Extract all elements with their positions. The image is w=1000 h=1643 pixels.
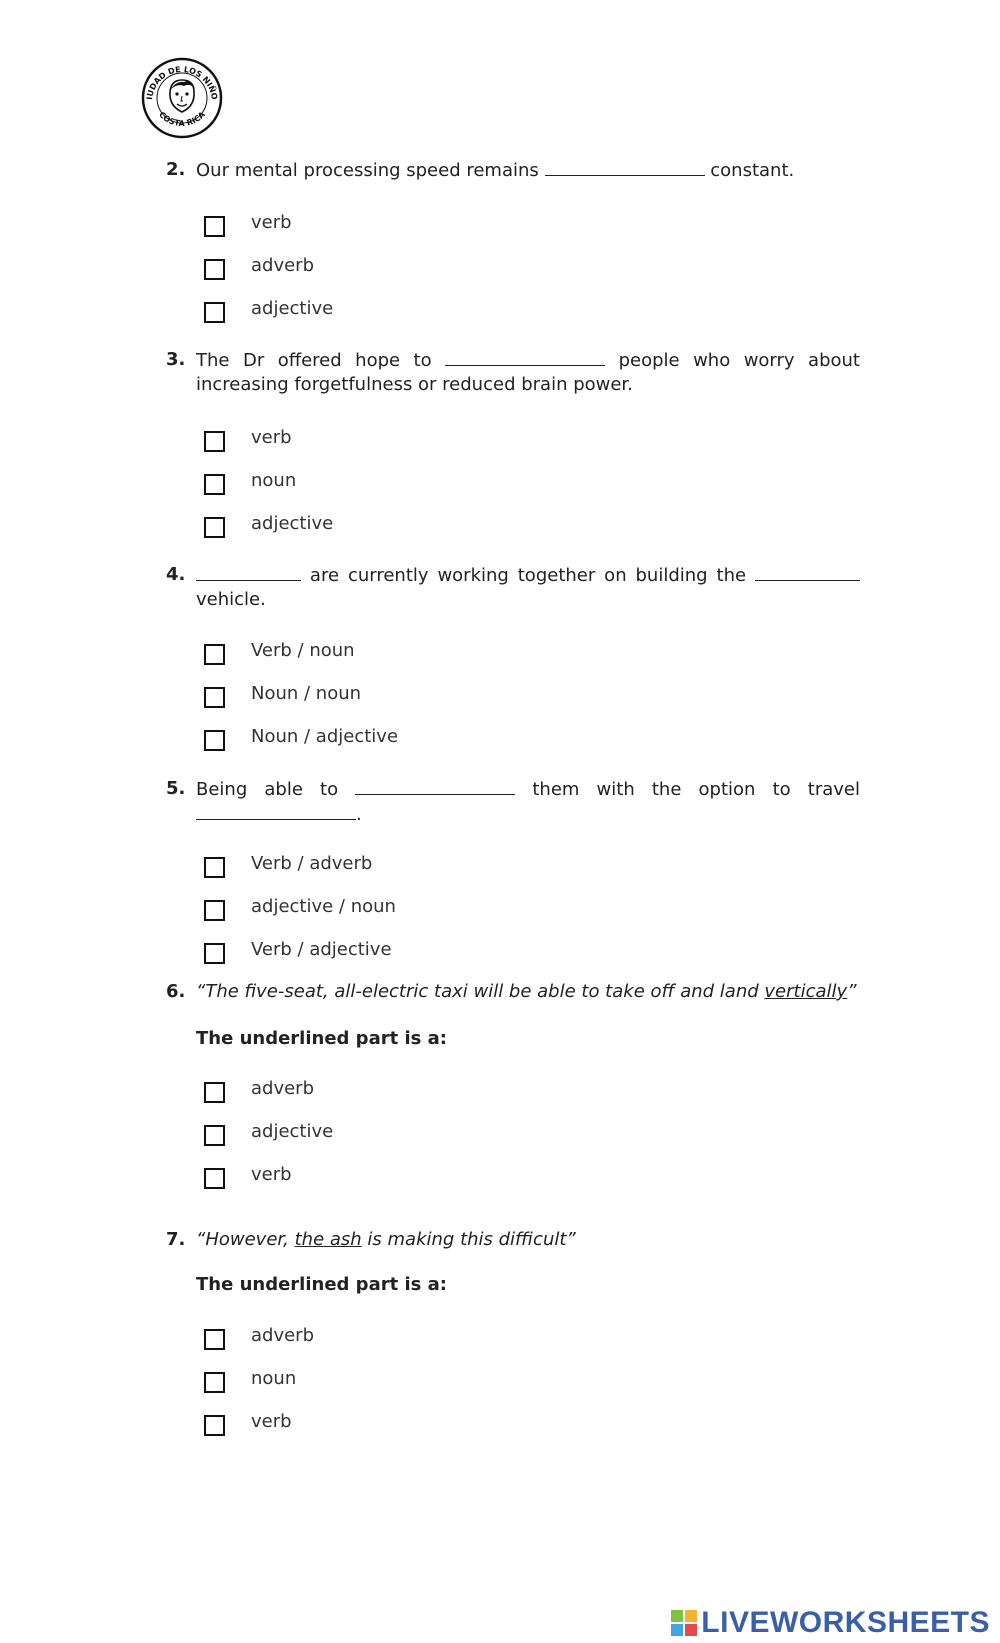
question-text: The Dr offered hope to people who worry about increasing forgetfulness or reduced brain power. — [196, 350, 860, 395]
checkbox[interactable] — [204, 730, 225, 751]
question-number: 6. — [166, 981, 186, 1002]
option-q2-2[interactable]: adverb — [204, 253, 314, 277]
checkbox[interactable] — [204, 517, 225, 538]
checkbox[interactable] — [204, 900, 225, 921]
checkbox[interactable] — [204, 857, 225, 878]
option-q2-3[interactable]: adjective — [204, 296, 333, 320]
question-number: 4. — [166, 564, 186, 585]
option-q7-3[interactable]: verb — [204, 1409, 292, 1433]
option-q6-2[interactable]: adjective — [204, 1119, 333, 1143]
boy-face-seal-icon — [140, 56, 224, 140]
option-q6-1[interactable]: adverb — [204, 1076, 314, 1100]
question-7 — [166, 1228, 860, 1252]
checkbox[interactable] — [204, 943, 225, 964]
school-logo — [140, 56, 224, 140]
checkbox[interactable] — [204, 1372, 225, 1393]
checkbox[interactable] — [204, 259, 225, 280]
liveworksheets-logo-icon — [671, 1610, 697, 1636]
checkbox[interactable] — [204, 1329, 225, 1350]
option-q4-1[interactable]: Verb / noun — [204, 638, 355, 662]
logo-text-top: IUDAD DE LOS NIÑO — [145, 64, 220, 101]
svg-text:CIUDAD DE LOS NIÑOS — [140, 56, 219, 101]
checkbox[interactable] — [204, 1125, 225, 1146]
question-text: Being able to them with the option to travel . — [196, 779, 860, 825]
question-text: Our mental processing speed remains constant. — [196, 160, 795, 181]
option-q4-3[interactable]: Noun / adjective — [204, 724, 398, 748]
checkbox[interactable] — [204, 474, 225, 495]
option-q3-1[interactable]: verb — [204, 425, 292, 449]
option-q6-3[interactable]: verb — [204, 1162, 292, 1186]
option-q5-1[interactable]: Verb / adverb — [204, 851, 372, 875]
question-4 — [166, 563, 860, 612]
answer-blank[interactable] — [355, 777, 515, 795]
question-number: 3. — [166, 349, 186, 370]
question-2 — [166, 158, 860, 183]
checkbox[interactable] — [204, 1168, 225, 1189]
question-number: 7. — [166, 1229, 186, 1250]
answer-blank[interactable] — [196, 802, 356, 820]
answer-blank[interactable] — [755, 563, 860, 581]
option-q5-3[interactable]: Verb / adjective — [204, 937, 392, 961]
checkbox[interactable] — [204, 431, 225, 452]
question-6 — [166, 980, 860, 1004]
question-5 — [166, 777, 860, 827]
option-q2-1[interactable]: verb — [204, 210, 292, 234]
checkbox[interactable] — [204, 216, 225, 237]
option-q4-2[interactable]: Noun / noun — [204, 681, 361, 705]
underlined-part: vertically — [764, 981, 848, 1002]
checkbox[interactable] — [204, 302, 225, 323]
answer-blank[interactable] — [196, 563, 301, 581]
option-q7-1[interactable]: adverb — [204, 1323, 314, 1347]
option-q5-2[interactable]: adjective / noun — [204, 894, 396, 918]
checkbox[interactable] — [204, 1415, 225, 1436]
answer-blank[interactable] — [545, 158, 705, 176]
liveworksheets-footer — [671, 1605, 990, 1641]
question-text: are currently working together on building the vehicle. — [196, 563, 860, 612]
question-number: 5. — [166, 778, 186, 799]
option-q3-2[interactable]: noun — [204, 468, 296, 492]
question-number: 2. — [166, 159, 186, 180]
option-q7-2[interactable]: noun — [204, 1366, 296, 1390]
question-prompt: The underlined part is a: — [196, 1028, 447, 1049]
question-prompt: The underlined part is a: — [196, 1274, 447, 1295]
checkbox[interactable] — [204, 644, 225, 665]
question-quote: “However, the ash is making this difficult” — [196, 1229, 576, 1250]
option-q3-3[interactable]: adjective — [204, 511, 333, 535]
logo-text-bottom: COSTA RICA — [157, 109, 207, 129]
checkbox[interactable] — [204, 1082, 225, 1103]
answer-blank[interactable] — [445, 348, 605, 366]
question-quote: “The five-seat, all-electric taxi will be able to take off and land vertically” — [196, 981, 857, 1002]
checkbox[interactable] — [204, 687, 225, 708]
underlined-part: the ash — [294, 1229, 362, 1250]
question-3 — [166, 348, 860, 397]
brand-name: LIVEWORKSHEETS — [701, 1606, 990, 1639]
